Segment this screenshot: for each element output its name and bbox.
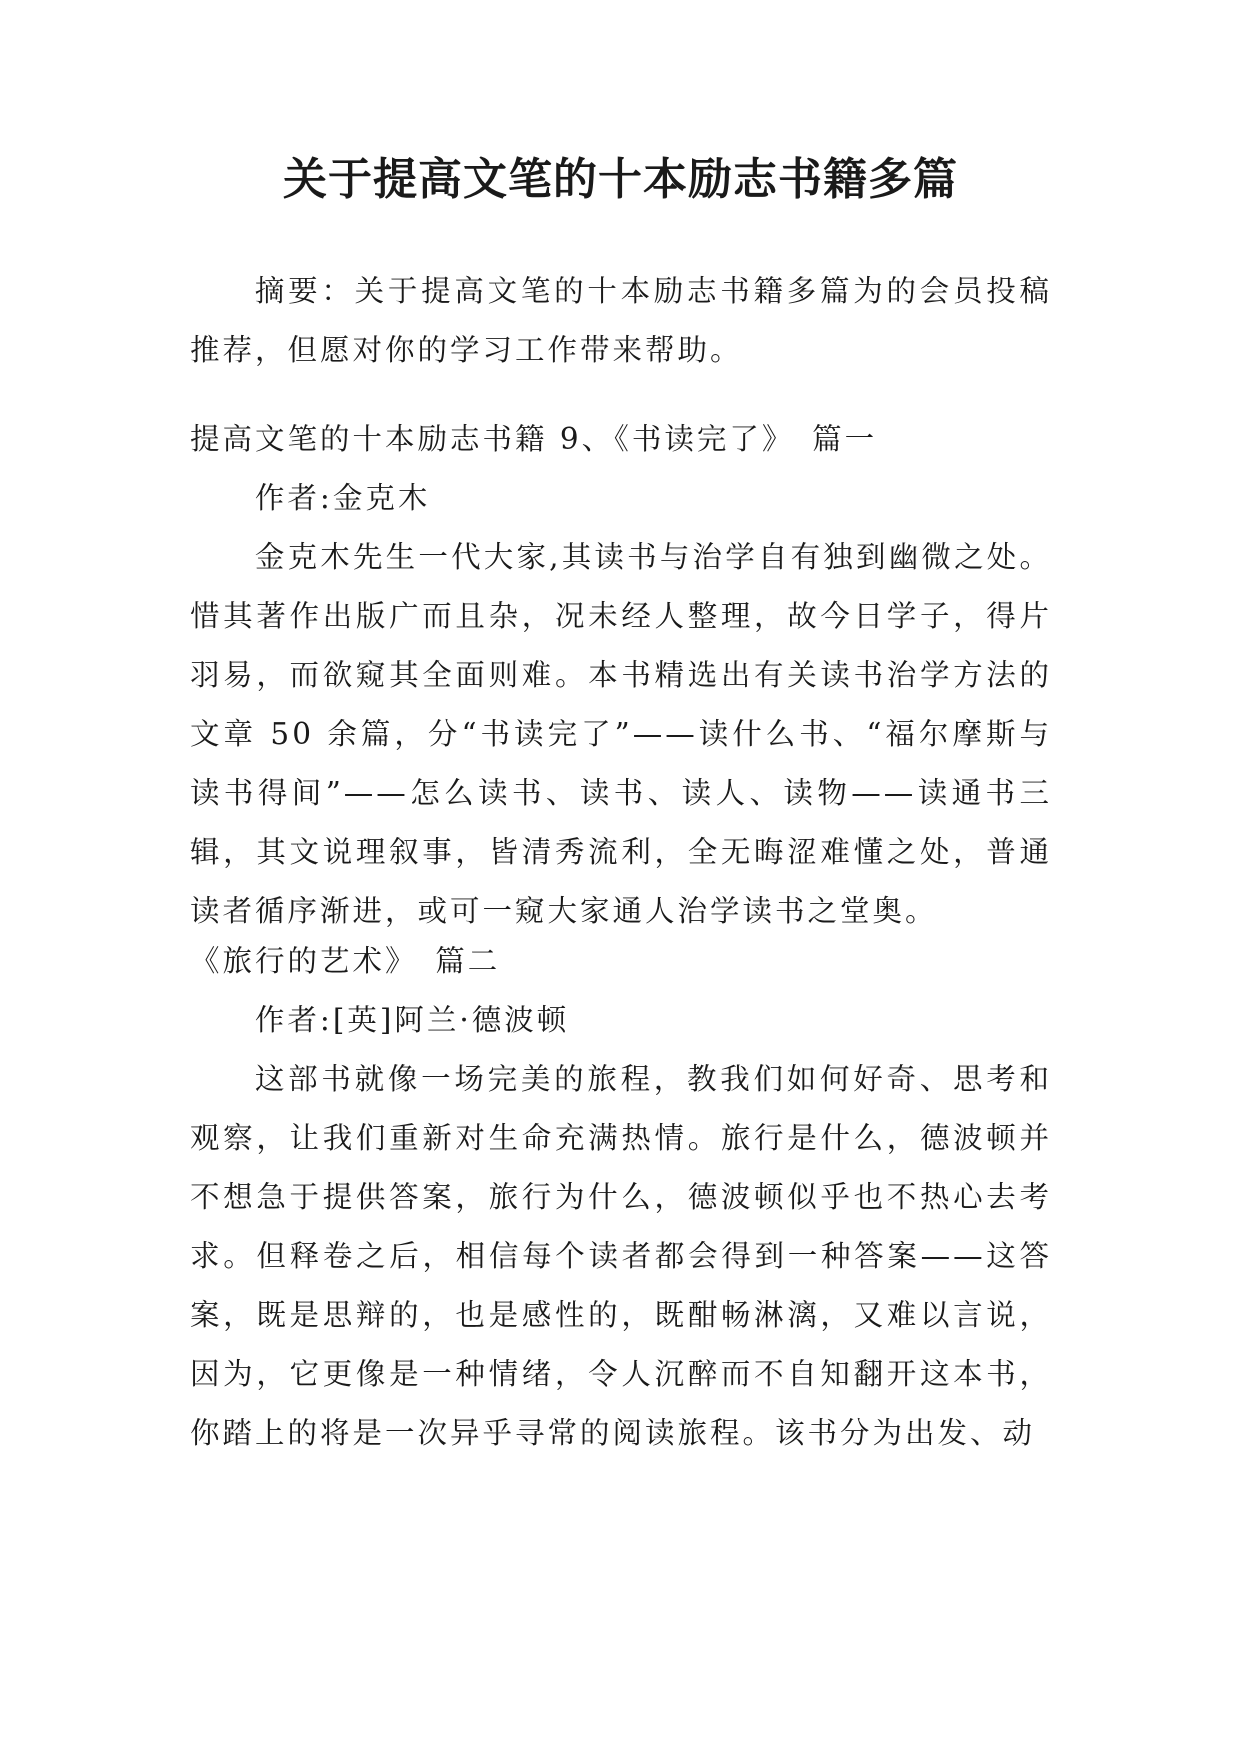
summary-paragraph: 摘要：关于提高文笔的十本励志书籍多篇为的会员投稿推荐，但愿对你的学习工作带来帮助。 bbox=[190, 274, 1052, 367]
section-author: 作者:金克木 bbox=[254, 481, 431, 515]
document-title: 关于提高文笔的十本励志书籍多篇 bbox=[283, 154, 958, 205]
summary-block bbox=[190, 262, 1052, 380]
section-heading: 《旅行的艺术》 篇二 bbox=[190, 944, 501, 978]
section-body: 这部书就像一场完美的旅程，教我们如何好奇、思考和观察，让我们重新对生命充满热情。旅行是什么，德波顿并不想急于提供答案，旅行为什么，德波顿似乎也不热心去考求。但释卷之后，相信每个读者都会得到一种答案——这答案，既是思辩的，也是感性的，既酣畅淋漓，又难以言说，因为，它更像是一种情绪，令人沉醉而不自知翻开这本书，你踏上的将是一次异乎寻常的阅读旅程。该书分为出发、动 bbox=[190, 1062, 1052, 1450]
section-heading: 提高文笔的十本励志书籍 9、《书读完了》 篇一 bbox=[190, 422, 878, 456]
section-2 bbox=[190, 932, 1052, 1463]
section-body: 金克木先生一代大家,其读书与治学自有独到幽微之处。惜其著作出版广而且杂，况未经人整理，故今日学子，得片羽易，而欲窥其全面则难。本书精选出有关读书治学方法的文章 50 余篇，分“书读完了”——读什么书、“福尔摩斯与读书得间”——怎么读书、读书、读人、读物——读通书三辑，其文说理叙事，皆清秀流利，全无晦涩难懂之处，普通读者循序渐进，或可一窥大家通人治学读书之堂奥。 bbox=[190, 540, 1052, 928]
section-author: 作者:[英]阿兰·德波顿 bbox=[254, 1003, 570, 1037]
section-1 bbox=[190, 410, 1052, 941]
